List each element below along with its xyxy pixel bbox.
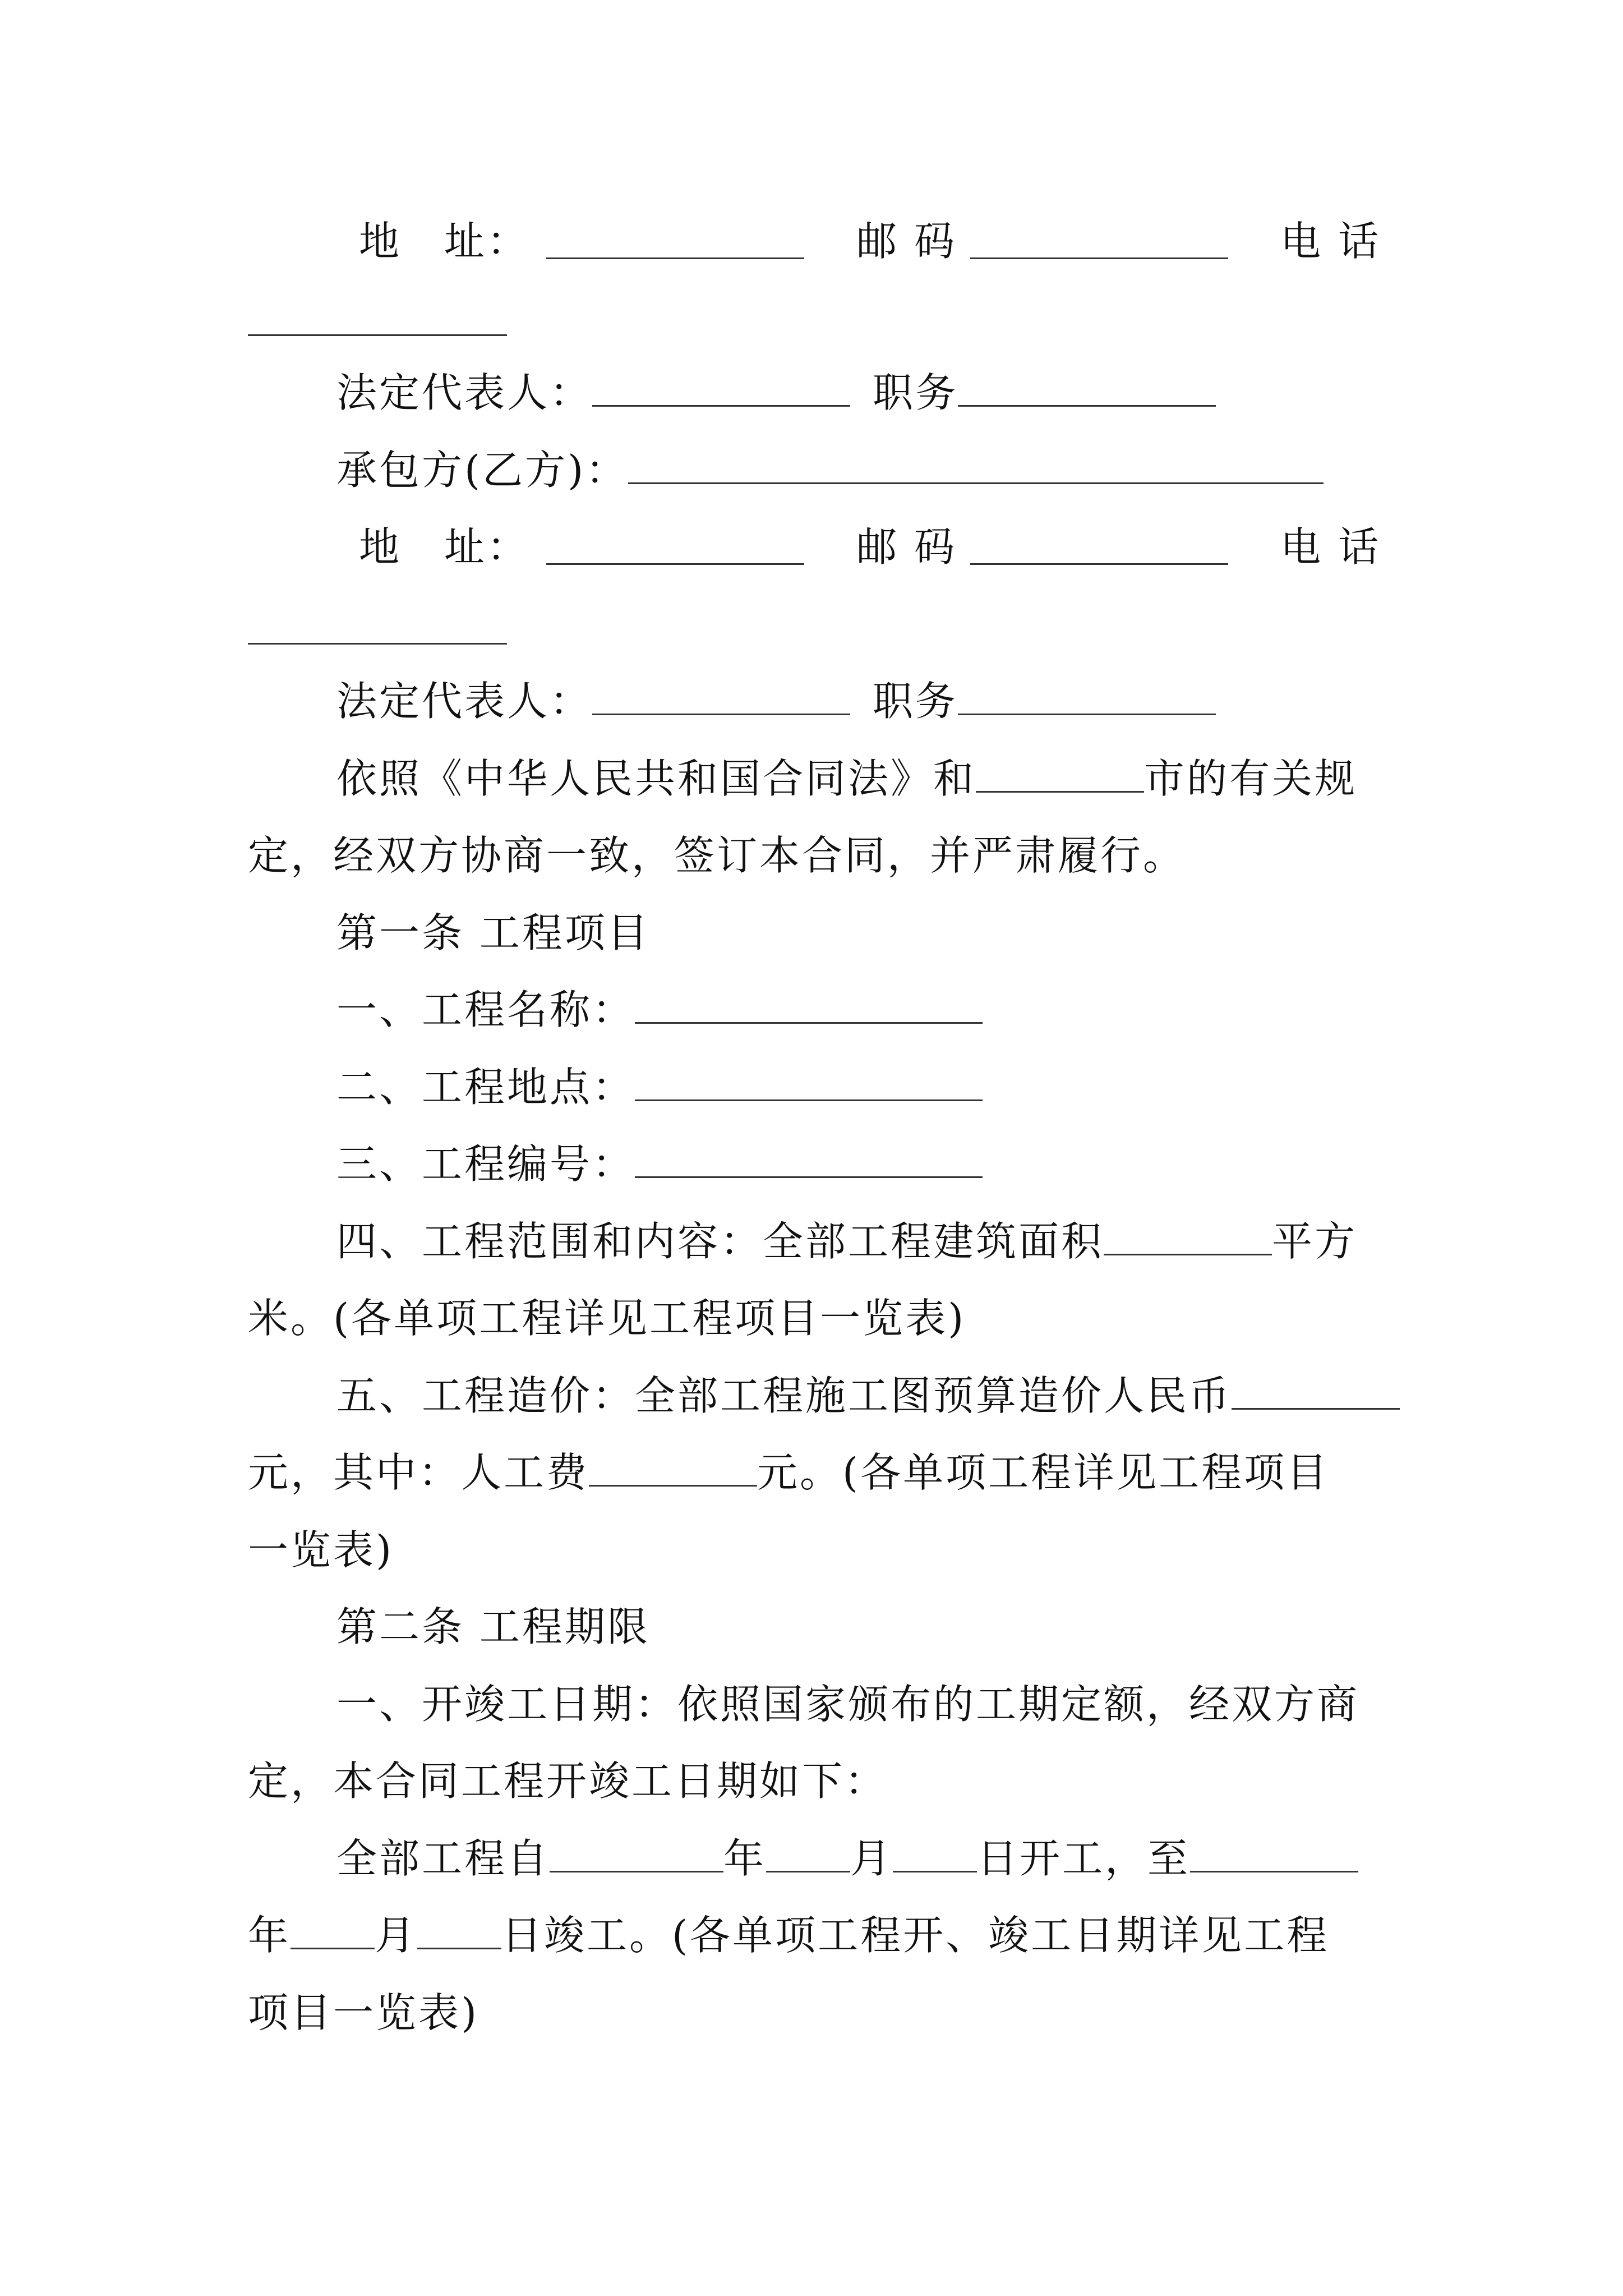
schedule-dates-row	[336, 1830, 1381, 1887]
phone-label: 电 话	[1280, 523, 1381, 570]
project-scope-row-2: 米。(各单项工程详见工程项目一览表)	[248, 1295, 966, 1342]
party-b-label: 承包方(乙方)：	[336, 447, 629, 494]
project-name-label: 一、工程名称：	[336, 986, 635, 1033]
start-year-blank[interactable]	[550, 1837, 723, 1872]
end-month-blank[interactable]	[291, 1914, 375, 1949]
party-b-address-row	[359, 519, 1381, 575]
schedule-text: 日开工，至	[977, 1835, 1191, 1882]
article-2-heading: 第二条 工程期限	[336, 1603, 650, 1650]
project-cost-row	[336, 1368, 1381, 1424]
cost-blank[interactable]	[1232, 1374, 1400, 1410]
start-month-blank[interactable]	[766, 1837, 850, 1872]
end-day-blank[interactable]	[417, 1914, 501, 1949]
schedule-text: 日竣工。(各单项工程开、竣工日期详见工程	[501, 1912, 1330, 1959]
project-cost-row-3: 一览表)	[248, 1526, 394, 1573]
preamble-text: 依照《中华人民共和国合同法》和	[336, 755, 976, 802]
title-blank[interactable]	[958, 371, 1216, 407]
project-cost-text: 五、工程造价：全部工程施工图预算造价人民币	[336, 1372, 1232, 1419]
schedule-dates-row-3: 项目一览表)	[248, 1989, 479, 2036]
project-number-blank[interactable]	[635, 1143, 983, 1178]
month-label: 月	[850, 1835, 893, 1882]
start-day-blank[interactable]	[893, 1837, 977, 1872]
project-number-label: 三、工程编号：	[336, 1140, 635, 1188]
labor-cost-label: 元，其中：人工费	[248, 1449, 589, 1496]
project-scope-text: 四、工程范围和内容：全部工程建筑面积	[336, 1218, 1104, 1265]
address-label: 地 址：	[359, 523, 530, 570]
postcode-label: 邮 码	[856, 218, 957, 265]
rep-label: 法定代表人：	[336, 369, 593, 416]
title-label: 职务	[873, 369, 958, 416]
project-name-blank[interactable]	[635, 988, 983, 1024]
title-blank[interactable]	[958, 680, 1216, 715]
year-label: 年	[723, 1835, 767, 1882]
party-a-address-row	[359, 213, 1381, 269]
preamble-line-1	[336, 751, 1381, 807]
schedule-dates-row-2	[248, 1907, 1381, 1963]
phone-label: 电 话	[1280, 218, 1381, 265]
project-scope-text: 平方	[1272, 1218, 1358, 1265]
project-cost-row-2	[248, 1444, 1381, 1501]
title-label: 职务	[873, 678, 958, 725]
schedule-intro-row-2: 定，本合同工程开竣工日期如下：	[248, 1757, 888, 1805]
party-b-row	[336, 442, 1381, 498]
party-b-blank[interactable]	[628, 449, 1324, 484]
area-blank[interactable]	[1104, 1220, 1272, 1255]
address-label: 地 址：	[359, 218, 530, 265]
project-name-row	[336, 982, 1381, 1038]
party-b-rep-row	[336, 673, 1381, 729]
project-location-blank[interactable]	[635, 1066, 983, 1101]
project-cost-text: 元。(各单项工程详见工程项目	[757, 1449, 1330, 1496]
postcode-label: 邮 码	[856, 523, 957, 570]
rep-blank[interactable]	[592, 371, 850, 407]
schedule-intro-row: 一、开竣工日期：依照国家颁布的工期定额，经双方商	[336, 1681, 1360, 1728]
address-blank[interactable]	[546, 530, 804, 565]
year-label: 年	[248, 1912, 291, 1959]
end-year-blank[interactable]	[1190, 1837, 1358, 1872]
phone-blank[interactable]	[248, 643, 507, 645]
party-a-rep-row	[336, 365, 1381, 421]
address-blank[interactable]	[546, 224, 804, 259]
project-location-label: 二、工程地点：	[336, 1064, 635, 1111]
preamble-line-2: 定，经双方协商一致，签订本合同，并严肃履行。	[248, 832, 1186, 879]
rep-label: 法定代表人：	[336, 678, 593, 725]
article-1-heading: 第一条 工程项目	[336, 909, 650, 956]
postcode-blank[interactable]	[970, 224, 1228, 259]
project-location-row	[336, 1059, 1381, 1115]
month-label: 月	[375, 1912, 418, 1959]
phone-blank[interactable]	[248, 334, 507, 336]
project-scope-row	[336, 1213, 1381, 1269]
preamble-text: 市的有关规	[1144, 755, 1358, 802]
labor-cost-blank[interactable]	[589, 1451, 757, 1487]
city-blank[interactable]	[976, 757, 1144, 793]
postcode-blank[interactable]	[970, 530, 1228, 565]
project-number-row	[336, 1136, 1381, 1192]
rep-blank[interactable]	[592, 680, 850, 715]
schedule-text: 全部工程自	[336, 1835, 550, 1882]
